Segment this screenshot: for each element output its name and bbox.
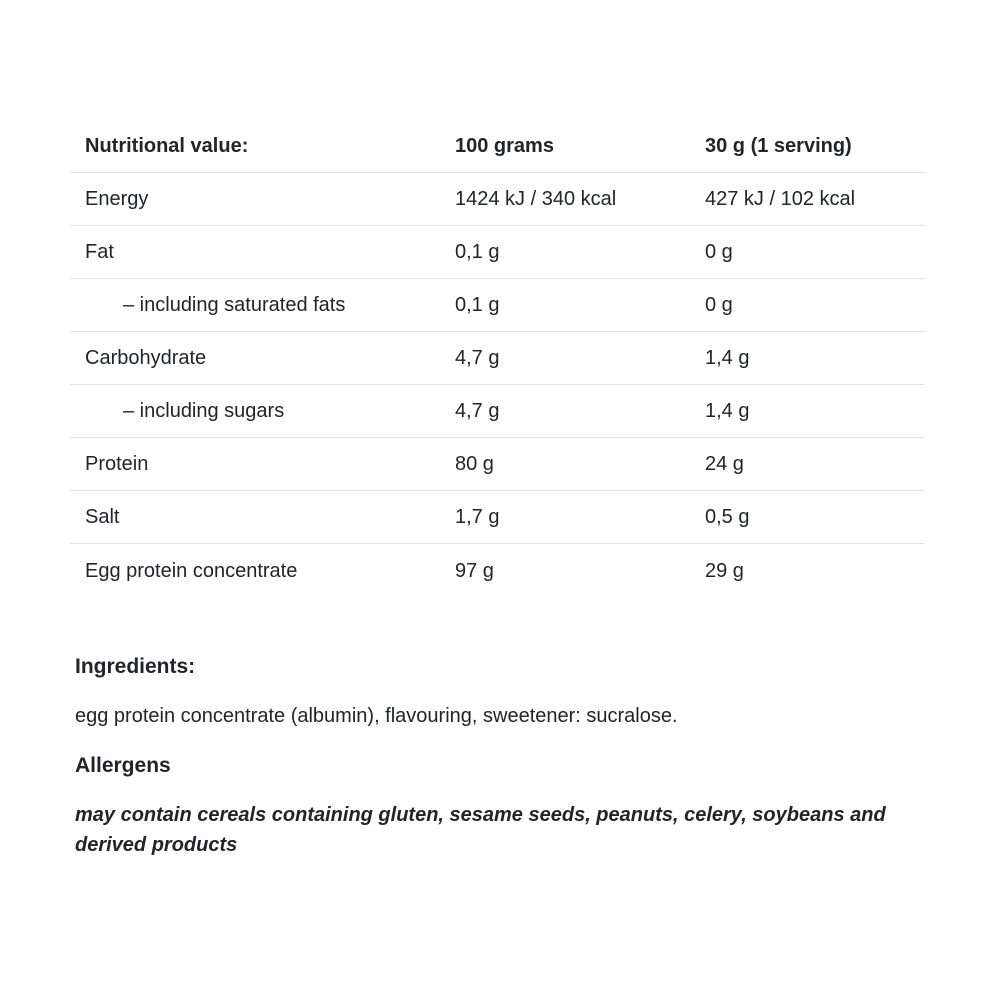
nutrient-label: – including saturated fats [123,293,346,316]
value-per-100g: 1424 kJ / 340 kcal [455,187,617,210]
allergens-heading: Allergens [75,754,171,777]
nutrient-label: Egg protein concentrate [85,559,298,582]
table-row-saturated-fats [70,279,925,332]
table-row-sugars [70,385,925,438]
table-header-row [70,120,925,173]
value-per-100g: 1,7 g [455,505,500,528]
table-row-egg-protein-concentrate [70,544,925,598]
nutrient-label: Carbohydrate [85,346,207,369]
value-per-100g: 0,1 g [455,293,500,316]
table-row-salt [70,491,925,544]
allergens-text: may contain cereals containing gluten, sesame seeds, peanuts, celery, soybeans and derived products [75,804,886,856]
nutrient-label: Salt [85,505,120,528]
value-per-serving: 1,4 g [705,346,750,369]
header-per-serving: 30 g (1 serving) [705,134,852,157]
header-per-100g: 100 grams [455,134,554,157]
table-row-fat [70,226,925,279]
nutrition-table [70,120,925,598]
nutrient-label: Protein [85,452,149,475]
table-row-protein [70,438,925,491]
value-per-serving: 29 g [705,559,744,582]
value-per-100g: 80 g [455,452,494,475]
value-per-100g: 4,7 g [455,346,500,369]
value-per-serving: 1,4 g [705,399,750,422]
header-nutritional-value: Nutritional value: [85,134,249,157]
value-per-100g: 0,1 g [455,240,500,263]
nutrient-label: Energy [85,187,149,210]
value-per-serving: 427 kJ / 102 kcal [705,187,856,210]
nutrient-label: – including sugars [123,399,285,422]
value-per-serving: 0,5 g [705,505,750,528]
ingredients-text: egg protein concentrate (albumin), flavouring, sweetener: sucralose. [75,705,678,727]
table-row-carbohydrate [70,332,925,385]
ingredients-heading: Ingredients: [75,655,196,678]
nutrient-label: Fat [85,240,114,263]
value-per-serving: 24 g [705,452,744,475]
value-per-serving: 0 g [705,293,733,316]
table-row-energy [70,173,925,226]
value-per-serving: 0 g [705,240,733,263]
value-per-100g: 97 g [455,559,494,582]
value-per-100g: 4,7 g [455,399,500,422]
